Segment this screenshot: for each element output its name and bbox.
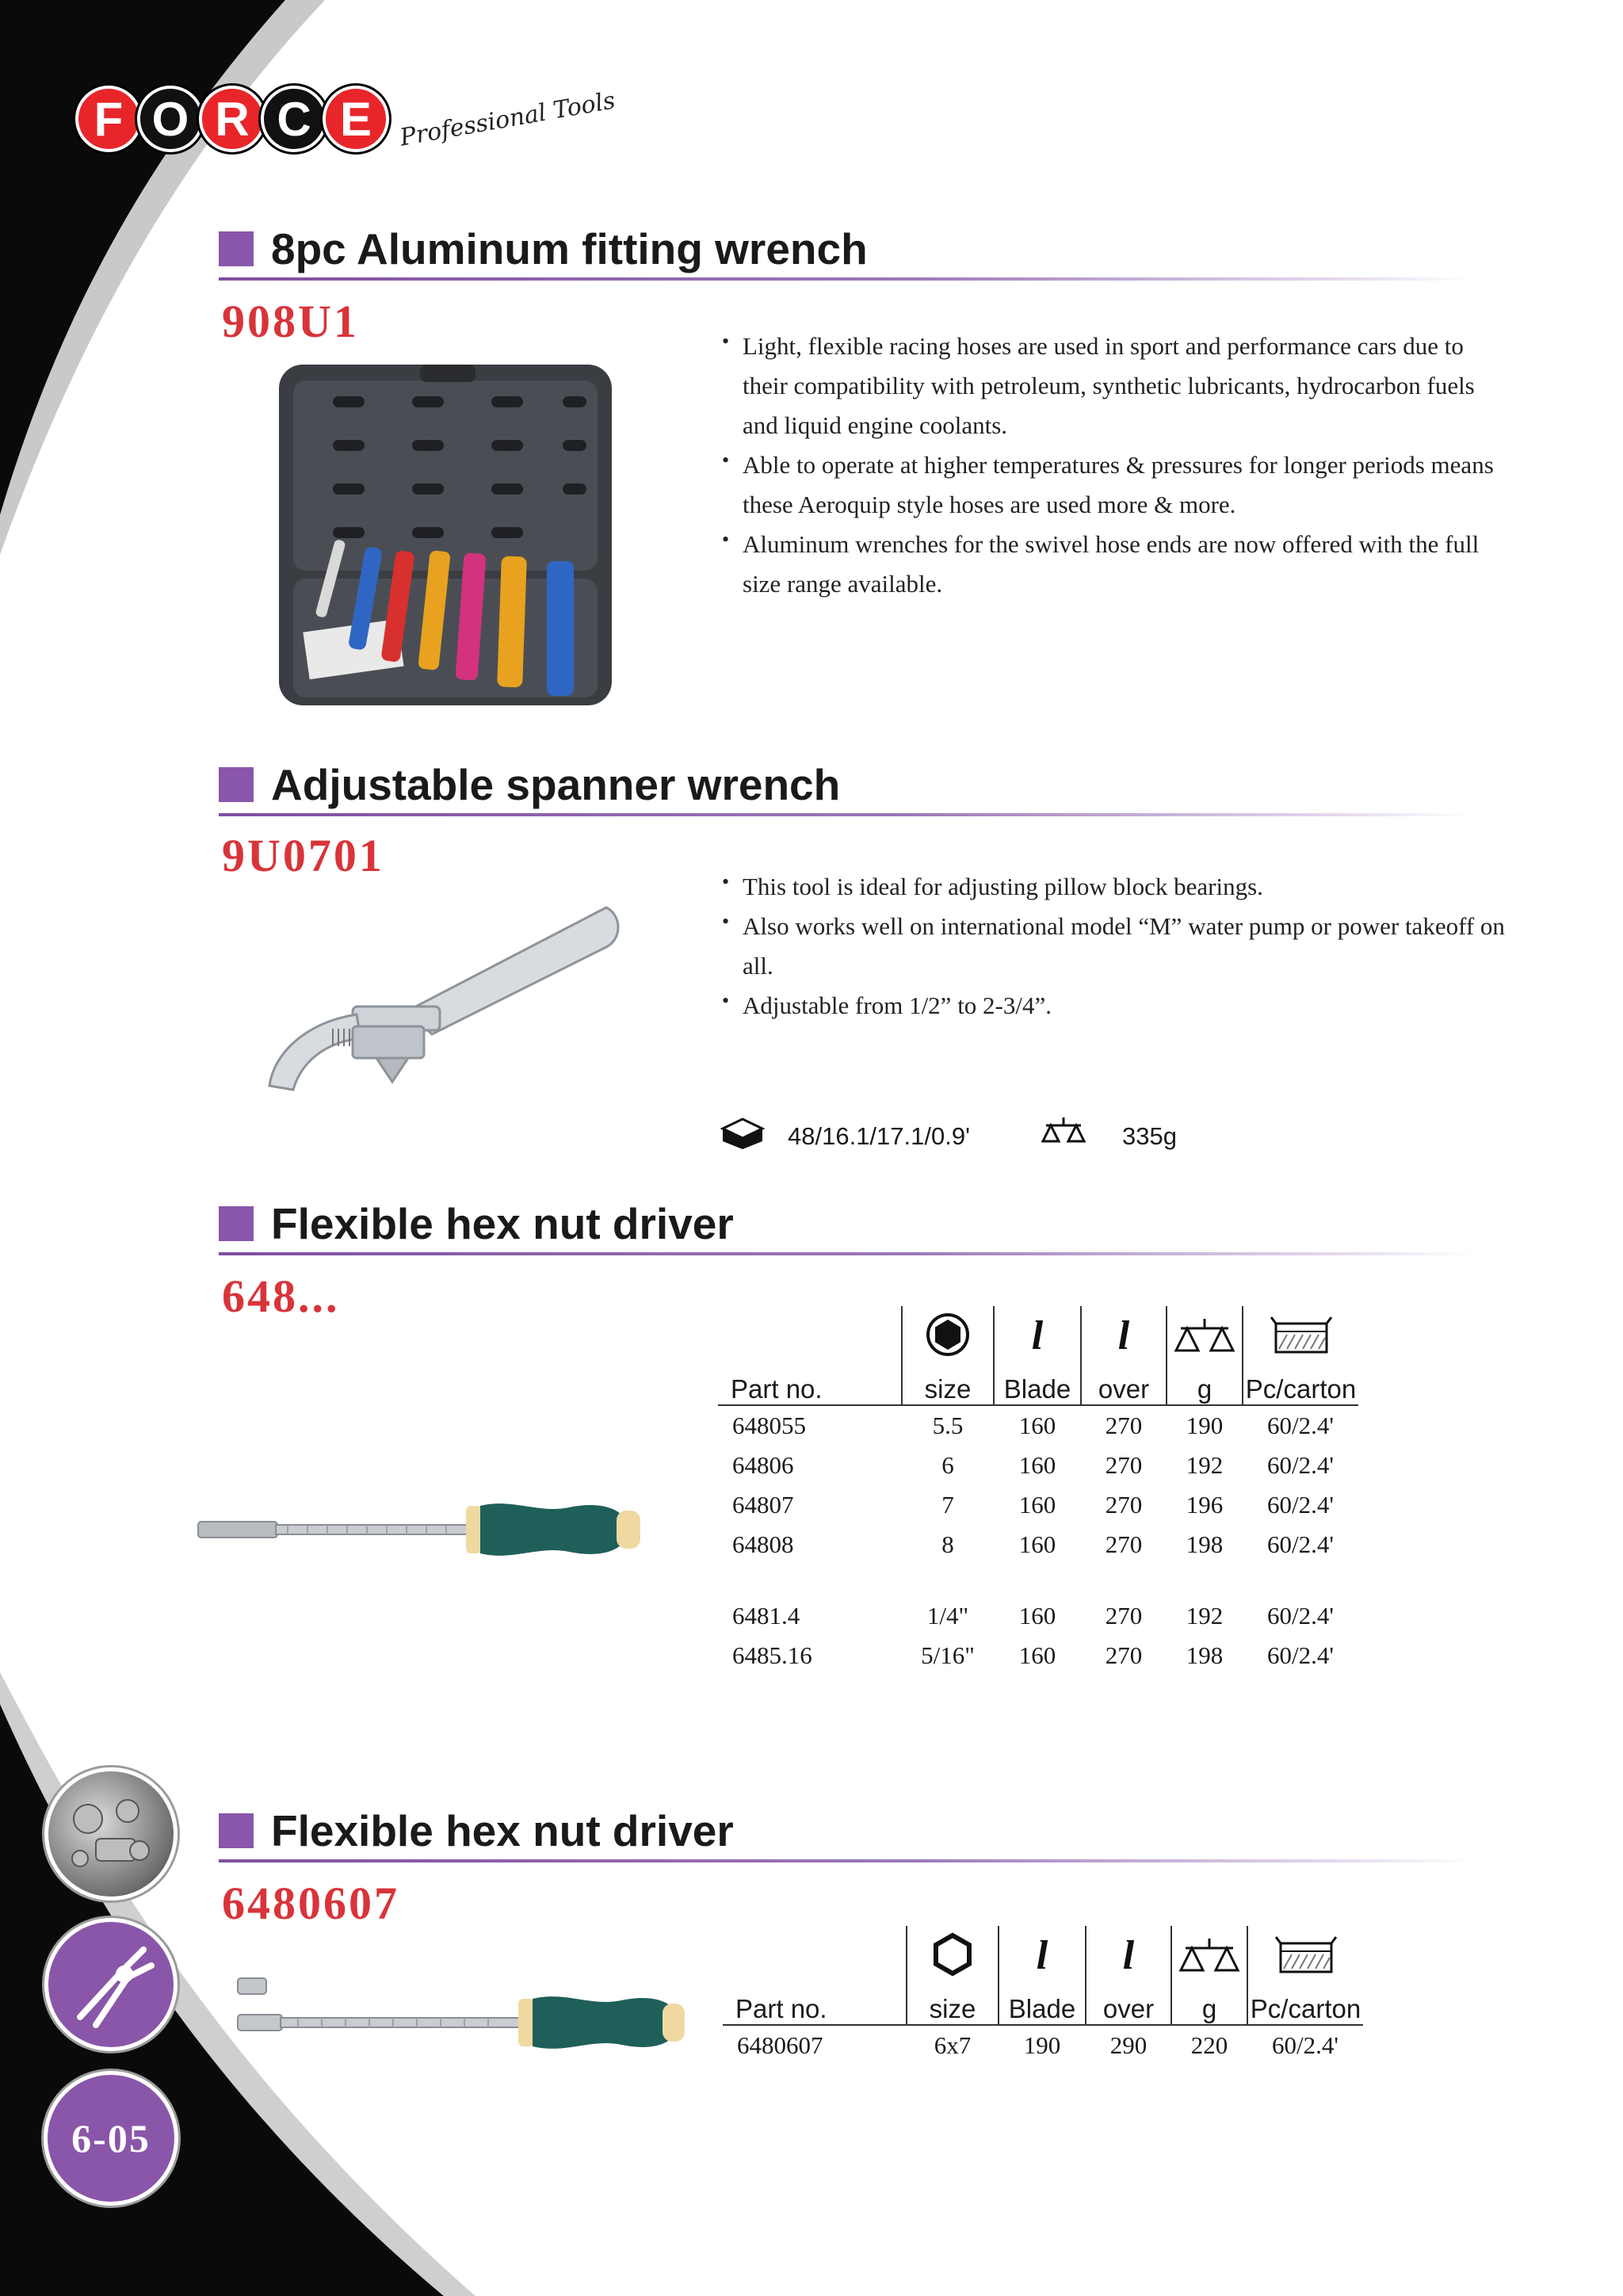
table-cell: 8	[941, 1530, 954, 1558]
product-code: 9U0701	[222, 830, 384, 881]
svg-text:l: l	[1117, 1313, 1130, 1357]
table-cell: 270	[1105, 1412, 1143, 1439]
table-row	[718, 1485, 1358, 1525]
table-cell: 190	[1023, 2031, 1061, 2059]
spanner-wrench-image	[258, 896, 638, 1102]
column-header: size	[907, 1989, 999, 2025]
part-number: 6485.16	[732, 1641, 812, 1669]
table-cell: 160	[1018, 1530, 1056, 1558]
part-number: 6481.4	[732, 1602, 800, 1629]
table-row	[718, 1446, 1358, 1485]
overall-length-icon	[1113, 1932, 1144, 1977]
page-number: 6-05	[44, 2071, 178, 2206]
table-cell: 160	[1018, 1451, 1056, 1479]
table-cell: 60/2.4'	[1267, 1412, 1334, 1439]
logo-tagline: Professional Tools	[398, 86, 617, 152]
table-cell: 270	[1105, 1641, 1143, 1669]
table-cell: 60/2.4'	[1267, 1530, 1334, 1558]
section-divider	[219, 1859, 1474, 1862]
section-marker	[219, 231, 254, 266]
weight-scale-icon	[1041, 1114, 1086, 1148]
table-cell: 192	[1186, 1602, 1224, 1629]
table-row	[718, 1405, 1358, 1446]
logo-letter: C	[261, 86, 327, 152]
column-header: Pc/carton	[1243, 1370, 1358, 1405]
feature-item: • Adjustable from 1/2” to 2-3/4”.	[717, 986, 1510, 1026]
table-cell: 160	[1018, 1412, 1056, 1439]
column-header: g	[1167, 1370, 1243, 1405]
feature-item: • Aluminum wrenches for the swivel hose ends are now offered with the full size range available.	[717, 525, 1510, 604]
table-cell: 1/4"	[926, 1602, 969, 1629]
table-row	[718, 1596, 1358, 1636]
section-divider	[219, 813, 1474, 816]
section-header	[219, 1198, 734, 1249]
spec-table	[723, 1926, 1363, 2065]
wrench-set-image	[269, 349, 626, 729]
table-cell: 5/16"	[921, 1641, 975, 1669]
part-number: 648055	[732, 1412, 806, 1439]
table-cell: 60/2.4'	[1267, 1451, 1334, 1479]
section-header	[219, 1805, 734, 1856]
table-cell: 270	[1105, 1491, 1143, 1519]
table-cell: 60/2.4'	[1267, 1641, 1334, 1669]
logo-letter: E	[323, 86, 389, 152]
column-header: Pc/carton	[1247, 1989, 1363, 2025]
table-cell: 7	[941, 1491, 954, 1519]
column-header: Part no.	[718, 1370, 902, 1405]
part-number: 64807	[732, 1491, 794, 1519]
table-cell: 60/2.4'	[1267, 1491, 1334, 1519]
table-cell: 6	[941, 1451, 954, 1479]
section-header	[219, 759, 840, 810]
section-title: Flexible hex nut driver	[271, 1199, 734, 1248]
weight-scale-icon	[1173, 1312, 1236, 1357]
table-cell: 60/2.4'	[1272, 2031, 1338, 2059]
table-cell: 198	[1186, 1641, 1224, 1669]
table-cell: 190	[1186, 1412, 1224, 1439]
section-divider	[219, 277, 1474, 281]
pliers-icon	[48, 1922, 174, 2047]
product-code: 648...	[222, 1270, 340, 1322]
blade-length-icon	[1022, 1312, 1053, 1357]
feature-list	[717, 867, 1510, 1026]
section-marker	[219, 767, 254, 802]
carton-spec: 48/16.1/17.1/0.9'	[788, 1122, 971, 1150]
product-code: 6480607	[222, 1878, 399, 1929]
carton-icon	[1270, 1312, 1333, 1357]
table-cell: 220	[1190, 2031, 1228, 2059]
part-number: 6480607	[737, 2031, 823, 2059]
section-title: Adjustable spanner wrench	[271, 760, 841, 809]
svg-text:l: l	[1122, 1933, 1135, 1977]
spec-table	[718, 1306, 1358, 1675]
table-row	[718, 1525, 1358, 1564]
section-marker	[219, 1813, 254, 1848]
table-cell: 270	[1105, 1530, 1143, 1558]
table-cell: 270	[1105, 1451, 1143, 1479]
table-cell: 160	[1018, 1641, 1056, 1669]
table-cell: 5.5	[932, 1412, 964, 1439]
table-row	[723, 2025, 1363, 2065]
table-cell: 160	[1018, 1602, 1056, 1629]
section-title: Flexible hex nut driver	[271, 1806, 734, 1855]
part-number: 64806	[732, 1451, 794, 1479]
product-code: 908U1	[222, 296, 359, 347]
table-cell: 198	[1186, 1530, 1224, 1558]
table-cell: 290	[1109, 2031, 1148, 2059]
section-title: 8pc Aluminum fitting wrench	[271, 224, 868, 273]
column-header: over	[1081, 1370, 1167, 1405]
feature-item: • This tool is ideal for adjusting pillow block bearings.	[717, 867, 1510, 907]
weight-scale-icon	[1178, 1932, 1241, 1977]
svg-text:l: l	[1036, 1933, 1048, 1977]
weight-spec: 335g	[1122, 1122, 1177, 1150]
table-cell: 60/2.4'	[1267, 1602, 1334, 1629]
table-cell: 160	[1018, 1491, 1056, 1519]
column-header: Blade	[999, 1989, 1086, 2025]
logo-letter: O	[137, 86, 204, 152]
table-cell: 270	[1105, 1602, 1143, 1629]
logo-letter: R	[199, 86, 265, 152]
table-cell: 6x7	[934, 2031, 972, 2059]
engine-parts-badge	[44, 1767, 178, 1901]
feature-item: • Also works well on international model “M” water pump or power takeoff on all.	[717, 907, 1510, 986]
carton-icon	[1274, 1932, 1338, 1977]
engine-parts-icon	[48, 1771, 174, 1897]
carton-icon	[720, 1116, 766, 1151]
pliers-badge	[44, 1918, 178, 2051]
column-header: g	[1171, 1989, 1247, 2025]
section-header	[219, 223, 868, 274]
hex-size-icon	[930, 1932, 975, 1977]
section-marker	[219, 1206, 254, 1241]
table-row	[718, 1636, 1358, 1675]
hex-size-icon	[926, 1312, 970, 1357]
column-header: Part no.	[723, 1989, 907, 2025]
feature-item: • Light, flexible racing hoses are used in sport and performance cars due to their compatibility with petroleum, synthetic lubricants, hydrocarbon fuels and liquid engine coolants.	[717, 327, 1510, 445]
logo-letter: F	[75, 86, 142, 152]
hex-nut-driver-image	[235, 1973, 686, 2061]
column-header: over	[1086, 1989, 1171, 2025]
column-header: size	[902, 1370, 994, 1405]
blade-length-icon	[1026, 1932, 1058, 1977]
table-cell: 192	[1186, 1451, 1224, 1479]
feature-item: • Able to operate at higher temperatures & pressures for longer periods means these Aeroquip style hoses are used more & more.	[717, 445, 1510, 525]
overall-length-icon	[1108, 1312, 1140, 1357]
section-divider	[219, 1252, 1474, 1255]
svg-text:l: l	[1031, 1313, 1044, 1357]
hex-nut-driver-image	[197, 1490, 648, 1569]
feature-list	[717, 327, 1510, 604]
column-header: Blade	[994, 1370, 1081, 1405]
part-number: 64808	[732, 1530, 794, 1558]
table-cell: 196	[1186, 1491, 1224, 1519]
force-logo	[75, 86, 617, 152]
